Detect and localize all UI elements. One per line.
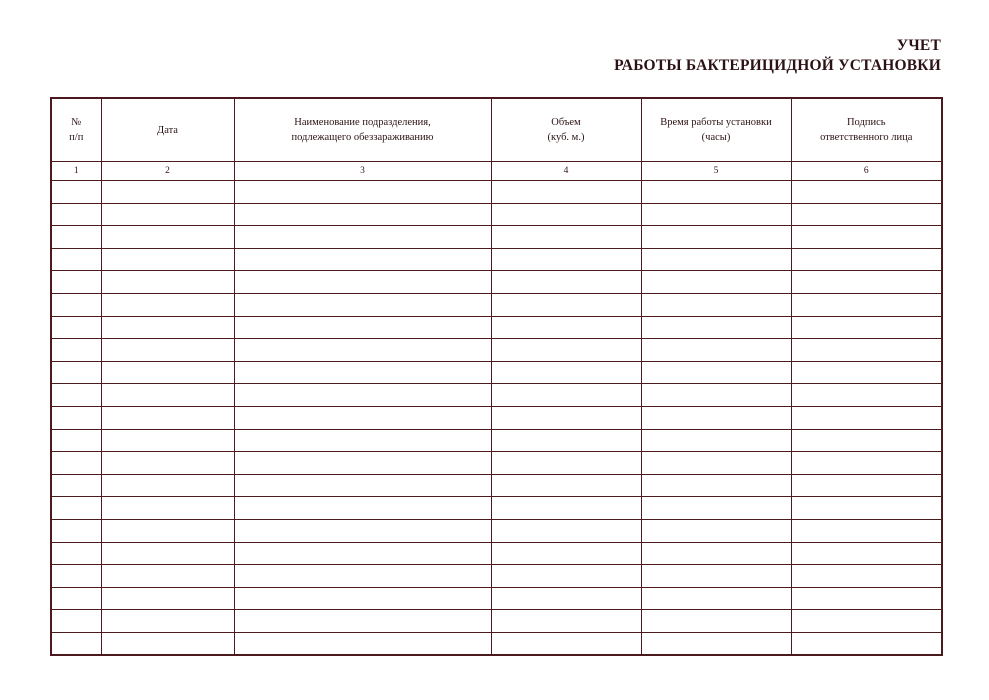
table-row xyxy=(51,587,942,610)
cell-department[interactable] xyxy=(234,293,491,316)
cell-date[interactable] xyxy=(101,361,234,384)
cell-number[interactable] xyxy=(51,361,101,384)
cell-volume[interactable] xyxy=(491,632,641,655)
cell-signature[interactable] xyxy=(791,203,942,226)
cell-operating-time[interactable] xyxy=(641,542,791,565)
cell-department[interactable] xyxy=(234,361,491,384)
cell-signature[interactable] xyxy=(791,271,942,294)
cell-date[interactable] xyxy=(101,203,234,226)
table-row xyxy=(51,542,942,565)
cell-number[interactable] xyxy=(51,565,101,588)
cell-date[interactable] xyxy=(101,384,234,407)
cell-department[interactable] xyxy=(234,429,491,452)
cell-operating-time[interactable] xyxy=(641,429,791,452)
cell-department[interactable] xyxy=(234,406,491,429)
cell-number[interactable] xyxy=(51,497,101,520)
cell-operating-time[interactable] xyxy=(641,632,791,655)
cell-signature[interactable] xyxy=(791,293,942,316)
cell-department[interactable] xyxy=(234,248,491,271)
column-number-3: 3 xyxy=(234,162,491,181)
header-date xyxy=(101,98,234,162)
table-row xyxy=(51,519,942,542)
cell-department[interactable] xyxy=(234,587,491,610)
cell-operating-time[interactable] xyxy=(641,474,791,497)
cell-department[interactable] xyxy=(234,226,491,249)
table-row xyxy=(51,181,942,204)
header-volume xyxy=(491,98,641,162)
cell-date[interactable] xyxy=(101,226,234,249)
cell-operating-time[interactable] xyxy=(641,384,791,407)
table-row xyxy=(51,610,942,633)
cell-operating-time[interactable] xyxy=(641,316,791,339)
cell-signature[interactable] xyxy=(791,248,942,271)
cell-signature[interactable] xyxy=(791,226,942,249)
cell-operating-time[interactable] xyxy=(641,497,791,520)
header-department-line-1: Наименование подразделения, xyxy=(294,117,431,128)
cell-date[interactable] xyxy=(101,610,234,633)
cell-department[interactable] xyxy=(234,542,491,565)
cell-department[interactable] xyxy=(234,181,491,204)
cell-volume[interactable] xyxy=(491,519,641,542)
cell-date[interactable] xyxy=(101,429,234,452)
header-operating-time-line-1: Время работы установки xyxy=(660,117,772,128)
table-row xyxy=(51,226,942,249)
table-row xyxy=(51,429,942,452)
header-signature-line-2: ответственного лица xyxy=(820,132,913,143)
cell-volume[interactable] xyxy=(491,316,641,339)
cell-date[interactable] xyxy=(101,542,234,565)
cell-date[interactable] xyxy=(101,497,234,520)
table-row xyxy=(51,452,942,475)
table-row xyxy=(51,203,942,226)
cell-number[interactable] xyxy=(51,610,101,633)
column-number-1: 1 xyxy=(51,162,101,181)
cell-volume[interactable] xyxy=(491,384,641,407)
header-volume-line-1: Объем xyxy=(551,117,581,128)
header-signature-line-1: Подпись xyxy=(846,117,886,128)
cell-date[interactable] xyxy=(101,293,234,316)
cell-volume[interactable] xyxy=(491,587,641,610)
table-row xyxy=(51,248,942,271)
cell-date[interactable] xyxy=(101,181,234,204)
cell-signature[interactable] xyxy=(791,384,942,407)
cell-volume[interactable] xyxy=(491,474,641,497)
cell-date[interactable] xyxy=(101,271,234,294)
cell-signature[interactable] xyxy=(791,406,942,429)
header-row xyxy=(51,98,942,162)
cell-volume[interactable] xyxy=(491,542,641,565)
cell-department[interactable] xyxy=(234,519,491,542)
cell-signature[interactable] xyxy=(791,452,942,475)
cell-volume[interactable] xyxy=(491,226,641,249)
cell-operating-time[interactable] xyxy=(641,248,791,271)
cell-number[interactable] xyxy=(51,632,101,655)
title-line-1: УЧЕТ xyxy=(896,37,941,54)
cell-operating-time[interactable] xyxy=(641,587,791,610)
column-number-6: 6 xyxy=(791,162,942,181)
table-row xyxy=(51,565,942,588)
cell-department[interactable] xyxy=(234,632,491,655)
header-operating-time xyxy=(641,98,791,162)
cell-operating-time[interactable] xyxy=(641,519,791,542)
table-row xyxy=(51,384,942,407)
cell-number[interactable] xyxy=(51,293,101,316)
document-title xyxy=(614,36,941,76)
cell-signature[interactable] xyxy=(791,316,942,339)
cell-operating-time[interactable] xyxy=(641,406,791,429)
cell-number[interactable] xyxy=(51,542,101,565)
cell-volume[interactable] xyxy=(491,339,641,362)
cell-operating-time[interactable] xyxy=(641,181,791,204)
cell-number[interactable] xyxy=(51,181,101,204)
header-volume-line-2: (куб. м.) xyxy=(547,132,585,143)
cell-number[interactable] xyxy=(51,519,101,542)
cell-department[interactable] xyxy=(234,203,491,226)
cell-department[interactable] xyxy=(234,384,491,407)
cell-operating-time[interactable] xyxy=(641,565,791,588)
cell-volume[interactable] xyxy=(491,181,641,204)
cell-operating-time[interactable] xyxy=(641,293,791,316)
cell-volume[interactable] xyxy=(491,497,641,520)
cell-volume[interactable] xyxy=(491,429,641,452)
header-number-line-1: № xyxy=(71,117,82,128)
cell-volume[interactable] xyxy=(491,452,641,475)
cell-number[interactable] xyxy=(51,339,101,362)
cell-date[interactable] xyxy=(101,339,234,362)
column-number-2: 2 xyxy=(101,162,234,181)
cell-number[interactable] xyxy=(51,429,101,452)
header-signature xyxy=(791,98,942,162)
cell-number[interactable] xyxy=(51,474,101,497)
cell-number[interactable] xyxy=(51,203,101,226)
cell-signature[interactable] xyxy=(791,587,942,610)
table-row xyxy=(51,293,942,316)
column-number-4: 4 xyxy=(491,162,641,181)
cell-signature[interactable] xyxy=(791,361,942,384)
cell-signature[interactable] xyxy=(791,339,942,362)
cell-signature[interactable] xyxy=(791,474,942,497)
cell-department[interactable] xyxy=(234,271,491,294)
cell-department[interactable] xyxy=(234,565,491,588)
cell-signature[interactable] xyxy=(791,497,942,520)
cell-date[interactable] xyxy=(101,519,234,542)
cell-volume[interactable] xyxy=(491,610,641,633)
cell-operating-time[interactable] xyxy=(641,339,791,362)
cell-date[interactable] xyxy=(101,632,234,655)
cell-operating-time[interactable] xyxy=(641,452,791,475)
cell-volume[interactable] xyxy=(491,271,641,294)
cell-date[interactable] xyxy=(101,587,234,610)
table-row xyxy=(51,339,942,362)
table-row xyxy=(51,474,942,497)
cell-date[interactable] xyxy=(101,452,234,475)
cell-number[interactable] xyxy=(51,587,101,610)
cell-department[interactable] xyxy=(234,316,491,339)
cell-operating-time[interactable] xyxy=(641,226,791,249)
header-number xyxy=(51,98,101,162)
header-operating-time-line-2: (часы) xyxy=(701,132,731,143)
title-line-2: РАБОТЫ БАКТЕРИЦИДНОЙ УСТАНОВКИ xyxy=(614,57,941,74)
cell-date[interactable] xyxy=(101,316,234,339)
table-row xyxy=(51,361,942,384)
cell-number[interactable] xyxy=(51,406,101,429)
cell-operating-time[interactable] xyxy=(641,271,791,294)
table-row xyxy=(51,316,942,339)
cell-volume[interactable] xyxy=(491,203,641,226)
table-row xyxy=(51,271,942,294)
table-row xyxy=(51,632,942,655)
table-body xyxy=(51,181,942,656)
cell-number[interactable] xyxy=(51,248,101,271)
table-row xyxy=(51,497,942,520)
cell-signature[interactable] xyxy=(791,519,942,542)
cell-operating-time[interactable] xyxy=(641,361,791,384)
cell-date[interactable] xyxy=(101,248,234,271)
column-number-row xyxy=(51,162,942,181)
cell-signature[interactable] xyxy=(791,632,942,655)
cell-number[interactable] xyxy=(51,384,101,407)
cell-department[interactable] xyxy=(234,474,491,497)
header-department xyxy=(234,98,491,162)
column-number-5: 5 xyxy=(641,162,791,181)
header-number-line-2: п/п xyxy=(69,132,84,143)
cell-volume[interactable] xyxy=(491,248,641,271)
cell-number[interactable] xyxy=(51,271,101,294)
cell-department[interactable] xyxy=(234,610,491,633)
cell-number[interactable] xyxy=(51,452,101,475)
cell-number[interactable] xyxy=(51,316,101,339)
cell-signature[interactable] xyxy=(791,181,942,204)
cell-date[interactable] xyxy=(101,406,234,429)
bactericidal-log-table xyxy=(50,97,943,656)
cell-volume[interactable] xyxy=(491,361,641,384)
cell-date[interactable] xyxy=(101,474,234,497)
table-row xyxy=(51,406,942,429)
cell-operating-time[interactable] xyxy=(641,203,791,226)
cell-volume[interactable] xyxy=(491,293,641,316)
cell-date[interactable] xyxy=(101,565,234,588)
cell-operating-time[interactable] xyxy=(641,610,791,633)
cell-department[interactable] xyxy=(234,339,491,362)
cell-volume[interactable] xyxy=(491,406,641,429)
cell-volume[interactable] xyxy=(491,565,641,588)
cell-department[interactable] xyxy=(234,497,491,520)
cell-signature[interactable] xyxy=(791,542,942,565)
cell-number[interactable] xyxy=(51,226,101,249)
header-date-line-1: Дата xyxy=(157,124,178,136)
cell-department[interactable] xyxy=(234,452,491,475)
cell-signature[interactable] xyxy=(791,565,942,588)
cell-signature[interactable] xyxy=(791,429,942,452)
header-department-line-2: подлежащего обеззараживанию xyxy=(291,132,434,143)
cell-signature[interactable] xyxy=(791,610,942,633)
